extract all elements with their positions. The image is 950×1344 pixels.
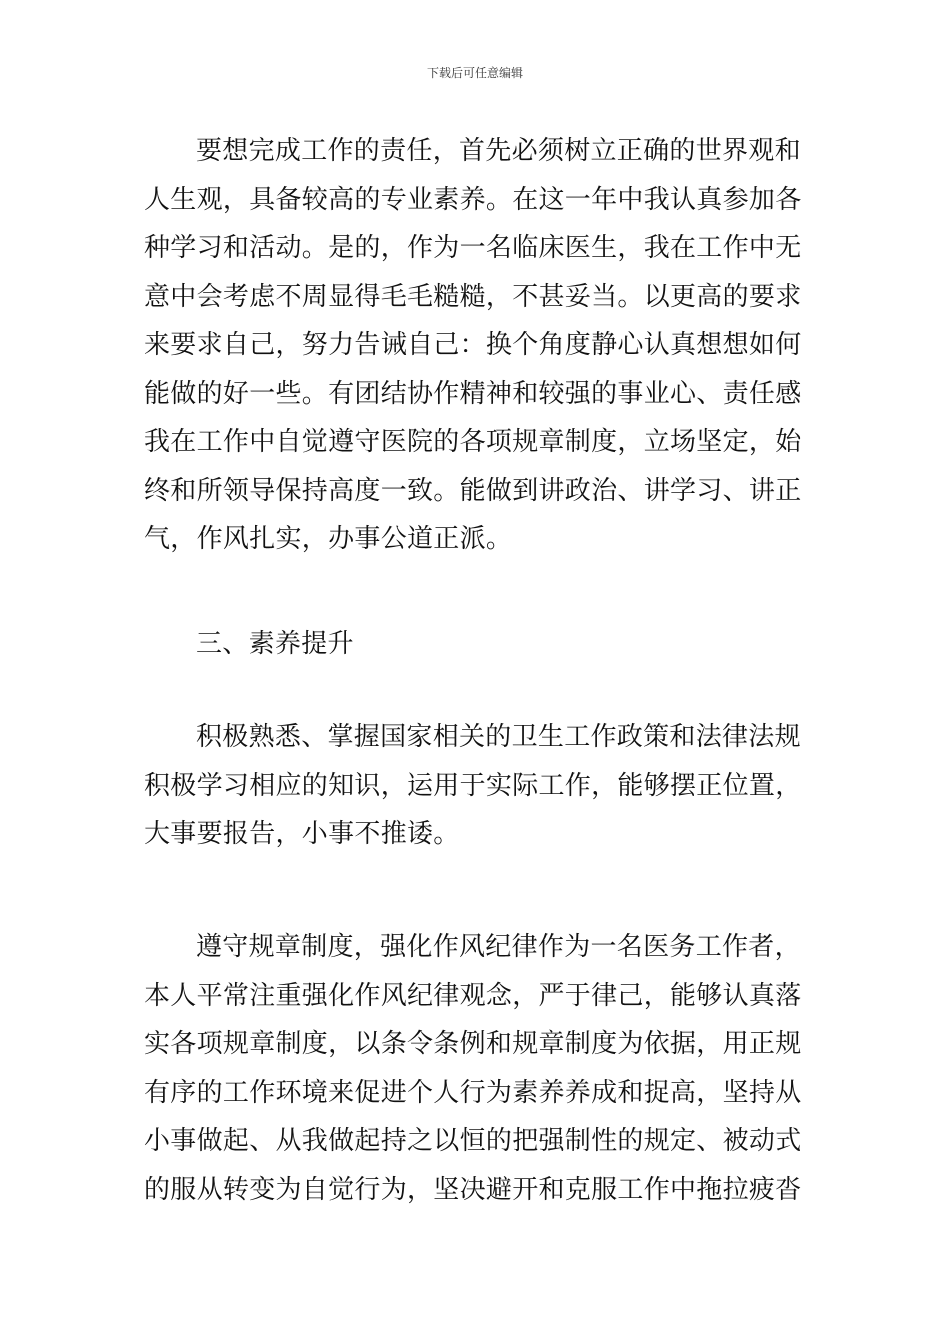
paragraph-line: 积极熟悉、掌握国家相关的卫生工作政策和法律法规 [196,722,801,752]
paragraph-line: 人生观，具备较高的专业素养。在这一年中我认真参加各 [144,184,802,215]
paragraph-responsibility [144,127,808,564]
paragraph-line: 要想完成工作的责任，首先必须树立正确的世界观和 [196,136,801,166]
section-heading-text: 三、素养提升 [196,629,354,659]
section-heading [144,620,808,669]
paragraph-line: 意中会考虑不周显得毛毛糙糙，不甚妥当。以更高的要求 [144,281,802,312]
paragraph-line: 实各项规章制度，以条令条例和规章制度为依据，用正规 [144,1029,802,1059]
paragraph-line: 能做的好一些。有团结协作精神和较强的事业心、责任感 [144,378,802,409]
paragraph-line: 终和所领导保持高度一致。能做到讲政治、讲学习、讲正 [144,475,802,506]
paragraph-line: 我在工作中自觉遵守医院的各项规章制度，立场坚定，始 [144,427,802,457]
paragraph-line: 种学习和活动。是的，作为一名临床医生，我在工作中无 [144,233,802,263]
paragraph-line: 本人平常注重强化作风纪律观念，严于律己，能够认真落 [144,980,802,1011]
paragraph-policy [144,713,808,859]
paragraph-line: 来要求自己，努力告诫自己：换个角度静心认真想想如何 [144,330,802,360]
paragraph-line: 气，作风扎实，办事公道正派。 [144,524,513,554]
page-header: 下载后可任意编辑 [426,66,523,80]
paragraph-discipline [144,923,808,1214]
paragraph-line: 的服从转变为自觉行为，坚决避开和克服工作中拖拉疲沓 [144,1174,802,1205]
paragraph-line: 积极学习相应的知识，运用于实际工作，能够摆正位置， [144,770,802,801]
paragraph-line: 小事做起、从我做起持之以恒的把强制性的规定、被动式 [144,1126,802,1156]
paragraph-line: 遵守规章制度，强化作风纪律作为一名医务工作者， [196,932,801,962]
paragraph-line: 有序的工作环境来促进个人行为素养养成和捉高，坚持从 [144,1077,802,1108]
paragraph-line: 大事要报告，小事不推诿。 [144,819,460,849]
